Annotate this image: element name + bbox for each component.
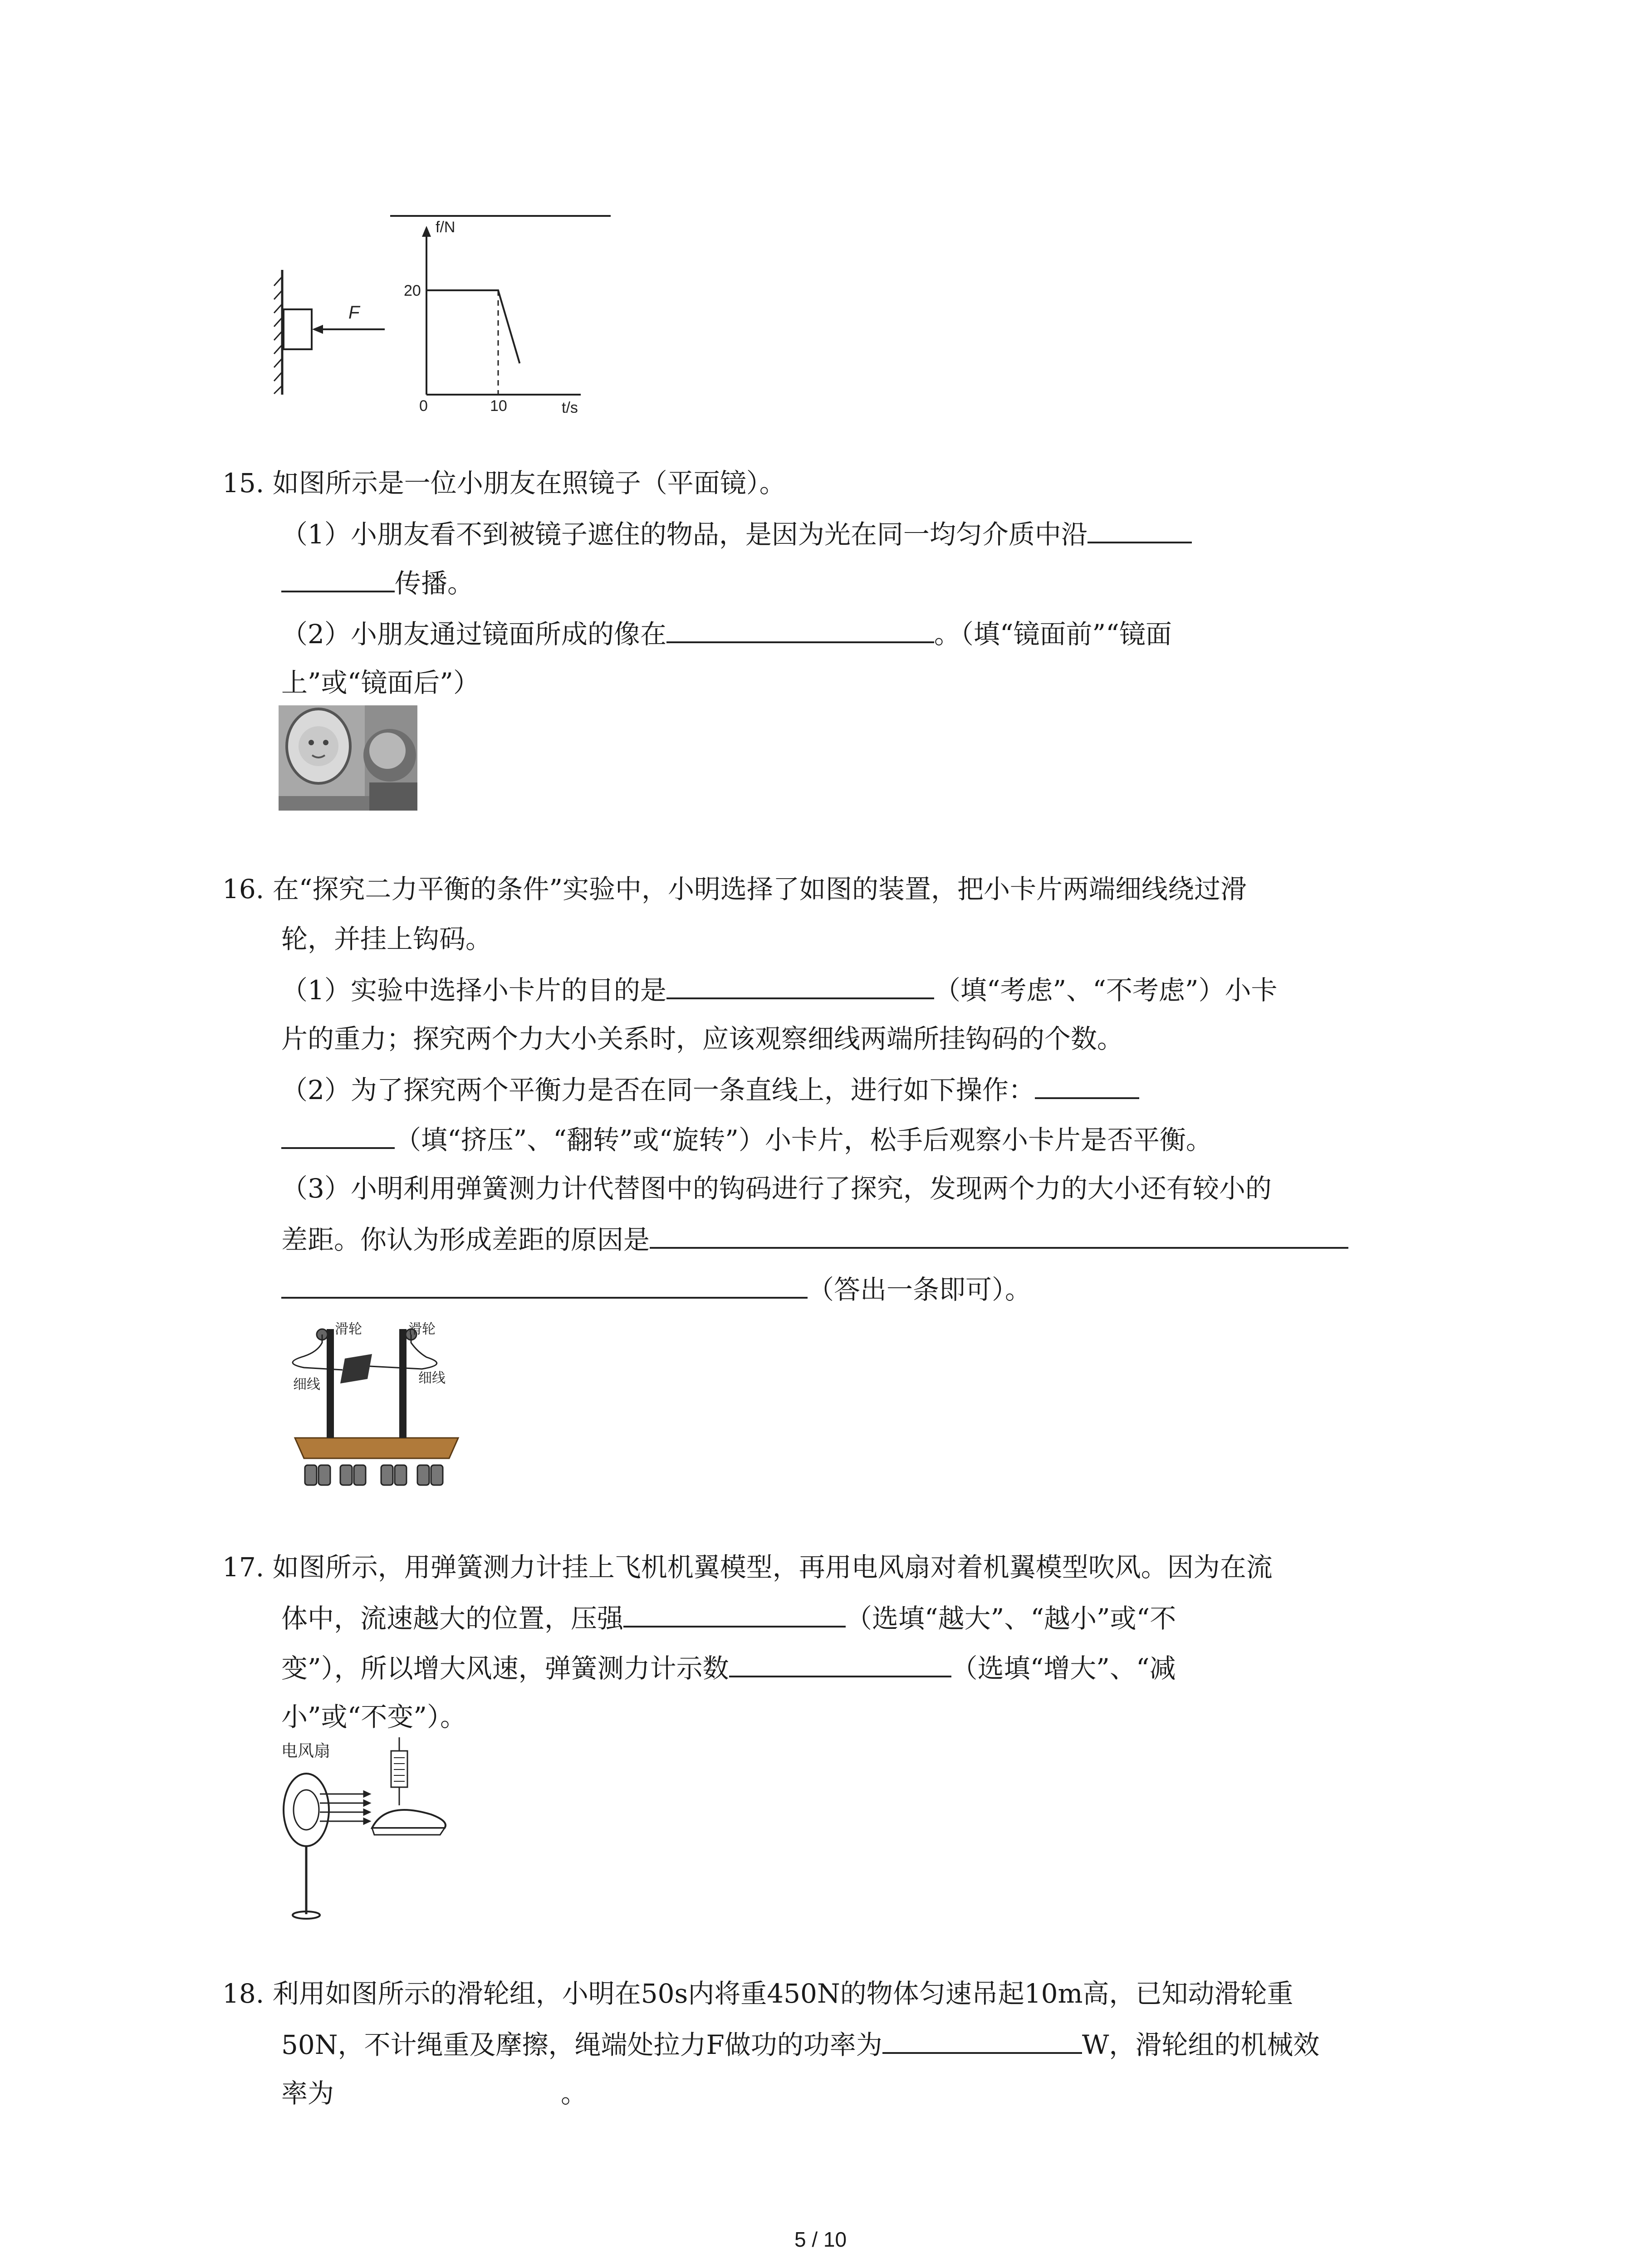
wing-model [372,1810,446,1828]
q18-number: 18. [222,1978,265,2009]
force-arrowhead [312,325,323,334]
q16-blank-3-cont[interactable] [281,1272,808,1299]
x-axis-label: t/s [562,399,578,413]
q16-stem: 16. 在“探究二力平衡的条件”实验中，小明选择了如图的装置，把小卡片两端细线绕过滑 [222,874,1247,904]
q18-line1: 18. 利用如图所示的滑轮组，小明在50s内将重450N的物体匀速吊起10m高，已知动滑轮重 [222,1978,1293,2009]
q17-line4: 小”或“不变”）。 [281,1701,466,1732]
q18-line2: 50N，不计绳重及摩擦，绳端处拉力F做功的功率为 W，滑轮组的机械效 [281,2028,1319,2061]
q16-part1: （1）实验中选择小卡片的目的是 （填“考虑”、“不考虑”）小卡 [281,973,1278,1006]
q17-number: 17. [222,1552,265,1583]
q17-line2: 体中，流速越大的位置，压强 （选填“越大”、“越小”或“不 [281,1601,1176,1634]
left-post [327,1329,334,1438]
q16-part2-cont: （填“挤压”、“翻转”或“旋转”）小卡片，松手后观察小卡片是否平衡。 [281,1123,1212,1156]
right-post [399,1329,407,1438]
q15-part1-cont: 传播。 [281,566,474,599]
q15-stem: 15. 如图所示是一位小朋友在照镜子（平面镜）。 [222,468,786,499]
block [284,309,312,349]
fan-wing-figure [277,1737,467,1928]
q16-blank-1[interactable] [666,973,934,999]
friction-line [426,290,519,363]
q16-number: 16. [222,874,265,904]
q15-blank-1[interactable] [1087,517,1192,543]
q15-part2: （2）小朋友通过镜面所成的像在 。（填“镜面前”“镜面 [281,617,1172,650]
left-thread [293,1334,343,1370]
wall-hatch [274,277,282,394]
y-axis-arrowhead [422,226,431,237]
small-card [340,1354,372,1383]
y-axis-label: f/N [436,219,456,236]
origin-label: 0 [419,397,428,413]
label-pulley-right: 滑轮 [408,1322,436,1337]
q17-line3: 变”），所以增大风速，弹簧测力计示数 （选填“增大”、“减 [281,1651,1176,1684]
q16-part2: （2）为了探究两个平衡力是否在同一条直线上，进行如下操作： [281,1073,1139,1106]
q16-part3: （3）小明利用弹簧测力计代替图中的钩码进行了探究，发现两个力的大小还有较小的 [281,1173,1272,1204]
fan-hub [294,1790,319,1830]
label-thread-left: 细线 [293,1377,320,1392]
q16-part3-cont: 差距。你认为形成差距的原因是 [281,1222,1348,1256]
q18-blank-1[interactable] [882,2028,1082,2054]
base-board [295,1438,458,1458]
mirror-photo [279,705,417,811]
fan-guard [284,1774,329,1846]
q18-line3: 率为 。 [281,2078,588,2109]
q16-blank-2[interactable] [1035,1073,1139,1099]
ft-graph [404,219,581,413]
q16-blank-3[interactable] [650,1222,1348,1249]
x-tick-10: 10 [490,397,507,413]
page-number: 5 / 10 [794,2228,847,2251]
q17-stem: 17. 如图所示，用弹簧测力计挂上飞机机翼模型，再用电风扇对着机翼模型吹风。因为在流 [222,1552,1273,1583]
label-thread-right: 细线 [418,1371,446,1386]
q17-blank-2[interactable] [729,1651,951,1677]
q15-blank-1-cont[interactable] [281,566,395,592]
y-tick-20: 20 [404,282,421,299]
label-fan: 电风扇 [281,1741,331,1760]
pulley-apparatus-figure [277,1315,467,1497]
q16-stem-cont: 轮，并挂上钩码。 [281,924,492,954]
q15-blank-2[interactable] [666,617,934,643]
q15-part2-cont: 上”或“镜面后”） [281,667,480,698]
q16-part1-cont: 片的重力；探究两个力大小关系时，应该观察细线两端所挂钩码的个数。 [281,1023,1124,1054]
q16-part3-cont2: （答出一条即可）。 [281,1272,1031,1305]
force-label: F [348,303,360,323]
hook-weights [305,1465,443,1485]
q15-number: 15. [222,468,265,499]
q15-part1: （1）小朋友看不到被镜子遮住的物品，是因为光在同一均匀介质中沿 [281,517,1192,550]
figure-wall-force-graph [263,213,599,413]
label-pulley-left: 滑轮 [335,1322,362,1337]
q17-blank-1[interactable] [623,1601,846,1628]
q16-blank-2-cont[interactable] [281,1123,395,1149]
